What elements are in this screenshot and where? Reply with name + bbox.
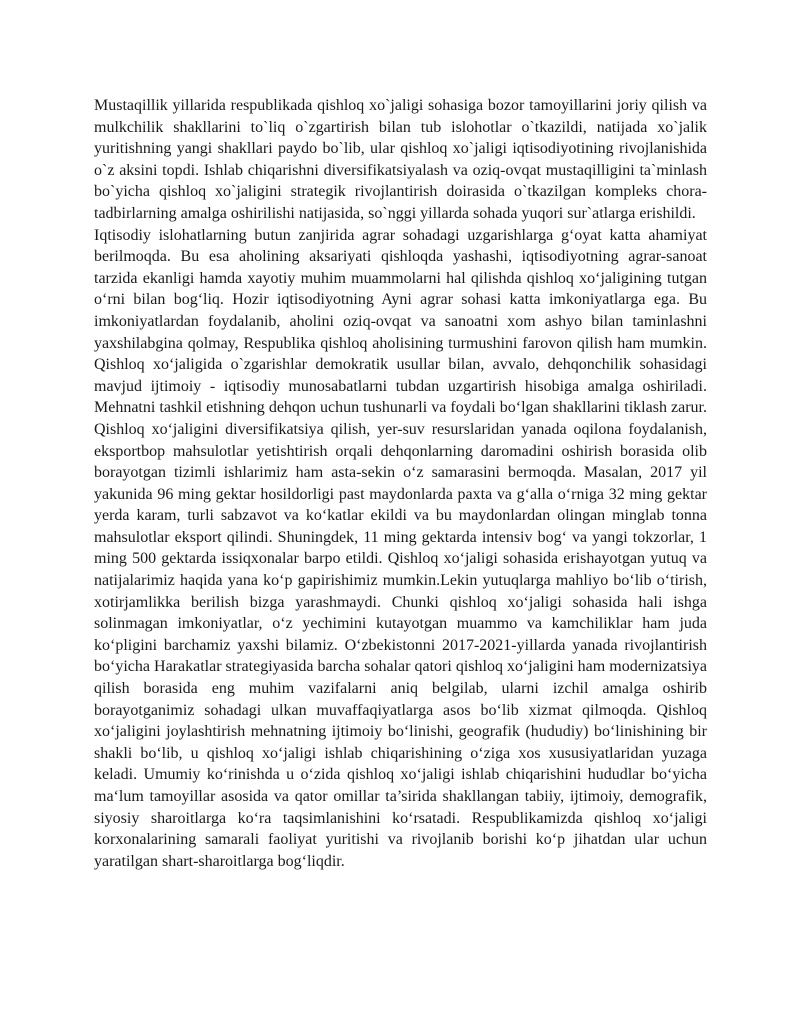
- paragraph-2: Iqtisodiy islohatlarning butun zanjirida agrar sohadagi uzgarishlarga g‘oyat katta ahamiyat berilmoqda. Bu esa aholining aksariyati qishloqda yashashi, iqtisodiyotning agrar-sanoat tarzida ekanligi hamda xayotiy muhim muammolarni hal qilishda qishloq xo‘jaligining tutgan o‘rni bilan bog‘liq. Hozir iqtisodiyotning Ayni agrar sohasi katta imkoniyatlarga ega. Bu imkoniyatlardan foydalanib, aholini oziq-ovqat va sanoatni xom ashyo bilan taminlashni yaxshilabgina qolmay, Respublika qishloq aholisining turmushini farovon qilish ham mumkin. Qishloq xo‘jaligida o`zgarishlar demokratik usullar bilan, avvalo, dehqonchilik sohasidagi mavjud ijtimoiy - iqtisodiy munosabatlarni tubdan uzgartirish hisobiga amalga oshiriladi. Mehnatni tashkil etishning dehqon uchun tushunarli va foydali bo‘lgan shakllarini tiklash zarur. Qishloq xo‘jaligini diversifikatsiya qilish, yer-suv resurslaridan yanada oqilona foydalanish, eksportbop mahsulotlar yetishtirish orqali dehqonlarning daromadini oshirish borasida olib borayotgan tizimli ishlarimiz ham asta-sekin o‘z samarasini bermoqda. Masalan, 2017 yil yakunida 96 ming gektar hosildorligi past maydonlarda paxta va g‘alla o‘rniga 32 ming gektar yerda karam, turli sabzavot va ko‘katlar ekildi va bu maydonlardan olingan minglab tonna mahsulotlar eksport qilindi. Shuningdek, 11 ming gektarda intensiv bog‘ va yangi tokzorlar, 1 ming 500 gektarda issiqxonalar barpo etildi. Qishloq xo‘jaligi sohasida erishayotgan yutuq va natijalarimiz haqida yana ko‘p gapirishimiz mumkin.Lekin yutuqlarga mahliyo bo‘lib o‘tirish, xotirjamlikka berilish bizga yarashmaydi. Chunki qishloq xo‘jaligi sohasida hali ishga solinmagan imkoniyatlar, o‘z yechimini kutayotgan muammo va kamchiliklar ham juda ko‘pligini barchamiz yaxshi bilamiz. O‘zbekistonni 2017-2021-yillarda yanada rivojlantirish bo‘yicha Harakatlar strategiyasida barcha sohalar qatori qishloq xo‘jaligini ham modernizatsiya qilish borasida eng muhim vazifalarni aniq belgilab, ularni izchil amalga oshirib borayotganimiz sohadagi ulkan muvaffaqiyatlarga asos bo‘lib xizmat qilmoqda. Qishloq xo‘jaligini joylashtirish mehnatning ijtimoiy bo‘linishi, geografik (hududiy) bo‘linishining bir shakli bo‘lib, u qishloq xo‘jaligi ishlab chiqarishining o‘ziga xos xususiyatlaridan yuzaga keladi. Umumiy ko‘rinishda u o‘zida qishloq xo‘jaligi ishlab chiqarishini hududlar bo‘yicha ma‘lum tamoyillar asosida va qator omillar ta’sirida shakllangan tabiiy, ijtimoiy, demografik, siyosiy sharoitlarga ko‘ra taqsimlanishini ko‘rsatadi. Respublikamizda qishloq xo‘jaligi korxonalarining samarali faoliyat yuritishi va rivojlanib borishi ko‘p jihatdan ular uchun yaratilgan shart-sharoitlarga bog‘liqdir.: [94, 226, 707, 870]
- paragraph-1: Mustaqillik yillarida respublikada qishloq xo`jaligi sohasiga bozor tamoyillarini joriy qilish va mulkchilik shakllarini to`liq o`zgartirish bilan tub islohotlar o`tkazildi, natijada xo`jalik yuritishning yangi shakllari paydo bo`lib, ular qishloq xo`jaligi iqtisodiyotining rivojlanishida o`z aksini topdi. Ishlab chiqarishni diversifikatsiyalash va oziq-ovqat mustaqilligini ta`minlash bo`yicha qishloq xo`jaligini strategik rivojlantirish doirasida o`tkazilgan kompleks chora-tadbirlarning amalga oshirilishi natijasida, so`nggi yillarda sohada yuqori sur`atlarga erishildi.: [94, 97, 707, 222]
- document-page: [94, 95, 707, 872]
